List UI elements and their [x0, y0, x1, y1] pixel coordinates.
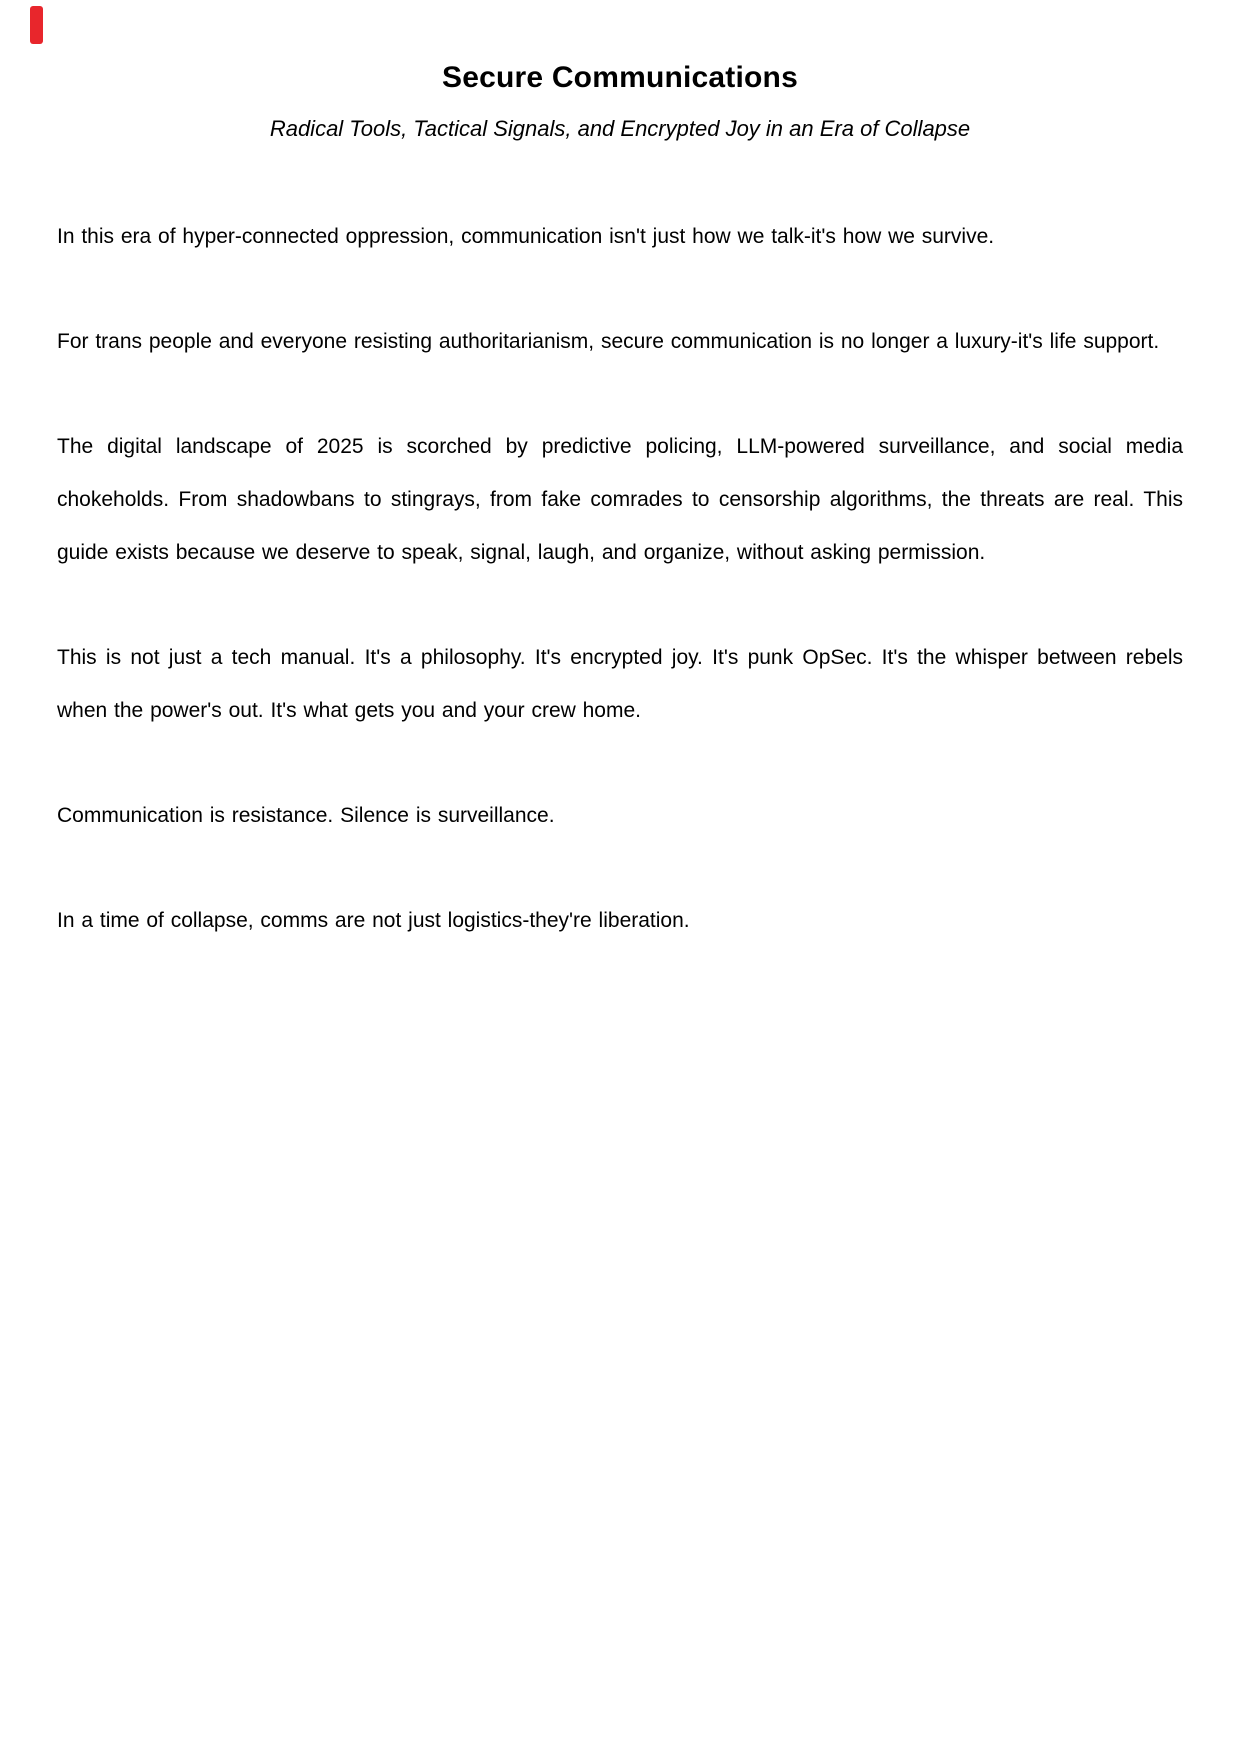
- paragraph-resistance: Communication is resistance. Silence is surveillance.: [57, 804, 555, 827]
- paragraph-digital-landscape: The digital landscape of 2025 is scorched by predictive policing, LLM-powered surveillance, and social media chokeholds. From shadowbans to stingrays, from fake comrades to censorship algorithms, the threats are real. This guide exists because we deserve to speak, signal, laugh, and organize, without asking permission.: [57, 435, 1183, 564]
- document-body: [57, 210, 1183, 947]
- red-marker-icon: [30, 6, 43, 44]
- paragraph-intro: In this era of hyper-connected oppression, communication isn't just how we talk-it's how we survive.: [57, 225, 995, 248]
- page-subtitle: Radical Tools, Tactical Signals, and Encrypted Joy in an Era of Collapse: [269, 116, 971, 141]
- paragraph-liberation: In a time of collapse, comms are not just logistics-they're liberation.: [57, 909, 690, 932]
- page-title: Secure Communications: [442, 61, 798, 94]
- paragraph-philosophy: This is not just a tech manual. It's a philosophy. It's encrypted joy. It's punk OpSec. It's the whisper between rebels when the power's out. It's what gets you and your crew home.: [57, 646, 1183, 722]
- paragraph-life-support: For trans people and everyone resisting authoritarianism, secure communication is no longer a luxury-it's life support.: [57, 330, 1160, 353]
